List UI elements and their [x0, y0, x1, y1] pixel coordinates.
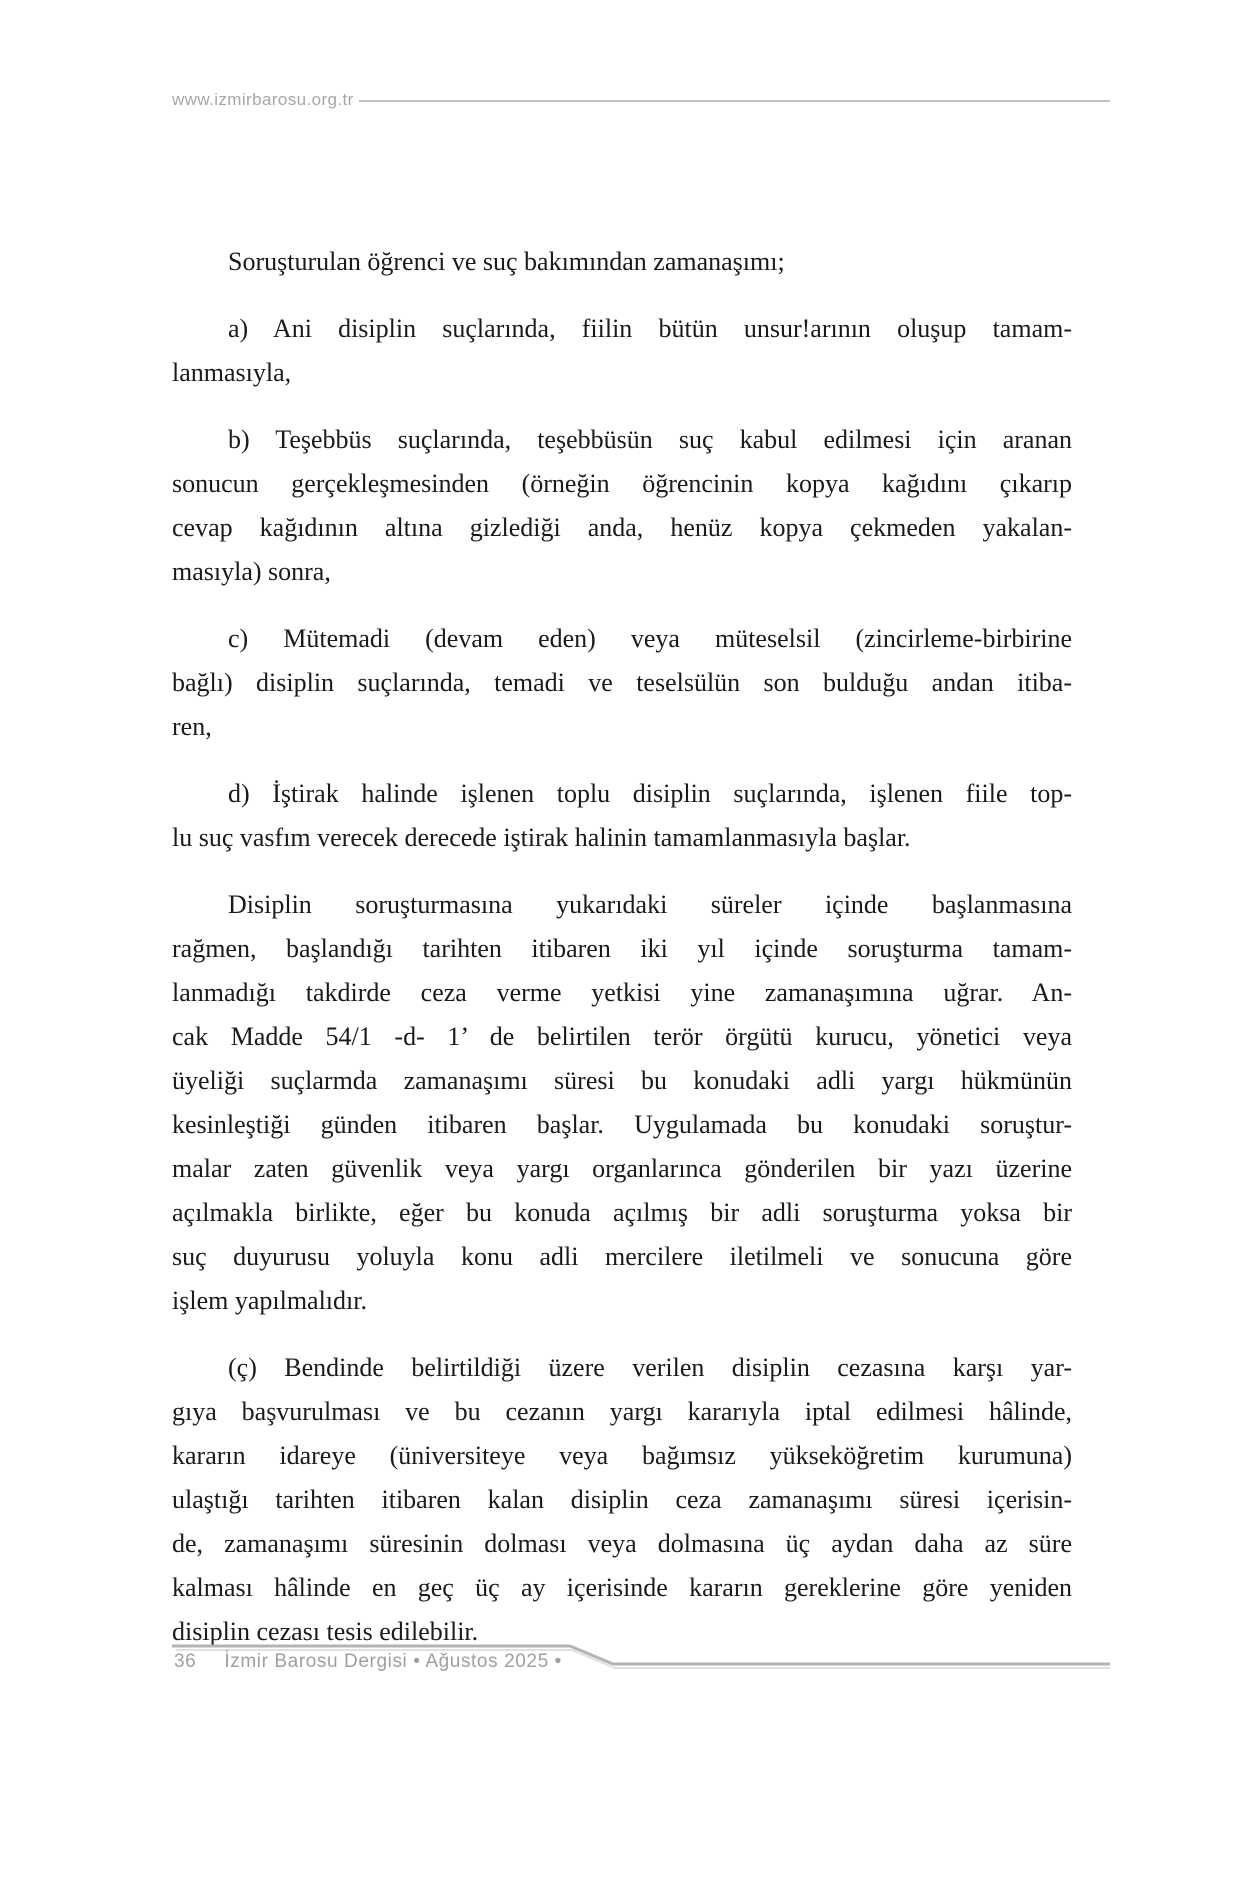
text-line: lu suç vasfım verecek derecede iştirak halinin tamamlanmasıyla başlar. [172, 823, 911, 852]
paragraph-item-b [172, 418, 1072, 594]
text-line: sonucun gerçekleşmesinden (örneğin öğrencinin kopya kağıdını çıkarıp [172, 469, 1072, 498]
text-line: lanmadığı takdirde ceza verme yetkisi yine zamanaşımına uğrar. An- [172, 978, 1072, 1007]
text-line: malar zaten güvenlik veya yargı organlarınca gönderilen bir yazı üzerine [172, 1154, 1072, 1183]
text-line: kalması hâlinde en geç üç ay içerisinde kararın gereklerine göre yeniden [172, 1573, 1072, 1602]
text-line: de, zamanaşımı süresinin dolması veya dolmasına üç aydan daha az süre [172, 1529, 1072, 1558]
text-line: d) İştirak halinde işlenen toplu disiplin suçlarında, işlenen fiile top- [228, 779, 1072, 808]
page-header [172, 90, 1110, 110]
website-url: www.izmirbarosu.org.tr [172, 90, 354, 109]
text-line: ulaştığı tarihten itibaren kalan disiplin ceza zamanaşımı süresi içerisin- [172, 1485, 1072, 1514]
text-line: cak Madde 54/1 -d- 1’ de belirtilen terör örgütü kurucu, yönetici veya [172, 1022, 1072, 1051]
text-line: Soruşturulan öğrenci ve suç bakımından zamanaşımı; [228, 247, 785, 276]
text-line: rağmen, başlandığı tarihten itibaren iki yıl içinde soruşturma tamam- [172, 934, 1072, 963]
paragraph-item-a [172, 307, 1072, 395]
page-number: 36 [174, 1651, 197, 1672]
text-line: açılmakla birlikte, eğer bu konuda açılmış bir adli soruşturma yoksa bir [172, 1198, 1072, 1227]
paragraph-item-d [172, 772, 1072, 860]
text-line: masıyla) sonra, [172, 557, 331, 586]
paragraph-item-ch [172, 1346, 1072, 1654]
text-line: kararın idareye (üniversiteye veya bağımsız yükseköğretim kurumuna) [172, 1441, 1072, 1470]
text-line: b) Teşebbüs suçlarında, teşebbüsün suç kabul edilmesi için aranan [228, 425, 1072, 454]
text-line: suç duyurusu yoluyla konu adli mercilere iletilmeli ve sonucuna göre [172, 1242, 1072, 1271]
text-line: (ç) Bendinde belirtildiği üzere verilen disiplin cezasına karşı yar- [228, 1353, 1072, 1382]
header-divider-line [359, 100, 1110, 102]
text-line: ren, [172, 712, 212, 741]
paragraph-limitation [172, 883, 1072, 1323]
text-line: lanmasıyla, [172, 358, 292, 387]
document-body [172, 240, 1072, 1654]
paragraph-intro [172, 240, 1072, 284]
text-line: kesinleştiği günden itibaren başlar. Uygulamada bu konudaki soruştur- [172, 1110, 1072, 1139]
text-line: işlem yapılmalıdır. [172, 1286, 367, 1315]
text-line: c) Mütemadi (devam eden) veya müteselsil (zincirleme-birbirine [228, 624, 1072, 653]
page-footer [172, 1642, 1110, 1673]
paragraph-item-c [172, 617, 1072, 749]
text-line: üyeliği suçlarmda zamanaşımı süresi bu konudaki adli yargı hükmünün [172, 1066, 1072, 1095]
text-line: disiplin cezası tesis edilebilir. [172, 1617, 479, 1646]
text-line: a) Ani disiplin suçlarında, fiilin bütün unsur!arının oluşup tamam- [228, 314, 1072, 343]
text-line: gıya başvurulması ve bu cezanın yargı kararıyla iptal edilmesi hâlinde, [172, 1397, 1072, 1426]
footer-text [172, 1642, 1110, 1673]
text-line: cevap kağıdının altına gizlediği anda, henüz kopya çekmeden yakalan- [172, 513, 1072, 542]
text-line: bağlı) disiplin suçlarında, temadi ve teselsülün son bulduğu andan itiba- [172, 668, 1072, 697]
journal-title: İzmir Barosu Dergisi • Ağustos 2025 • [224, 1651, 562, 1672]
text-line: Disiplin soruşturmasına yukarıdaki süreler içinde başlanmasına [228, 890, 1072, 919]
